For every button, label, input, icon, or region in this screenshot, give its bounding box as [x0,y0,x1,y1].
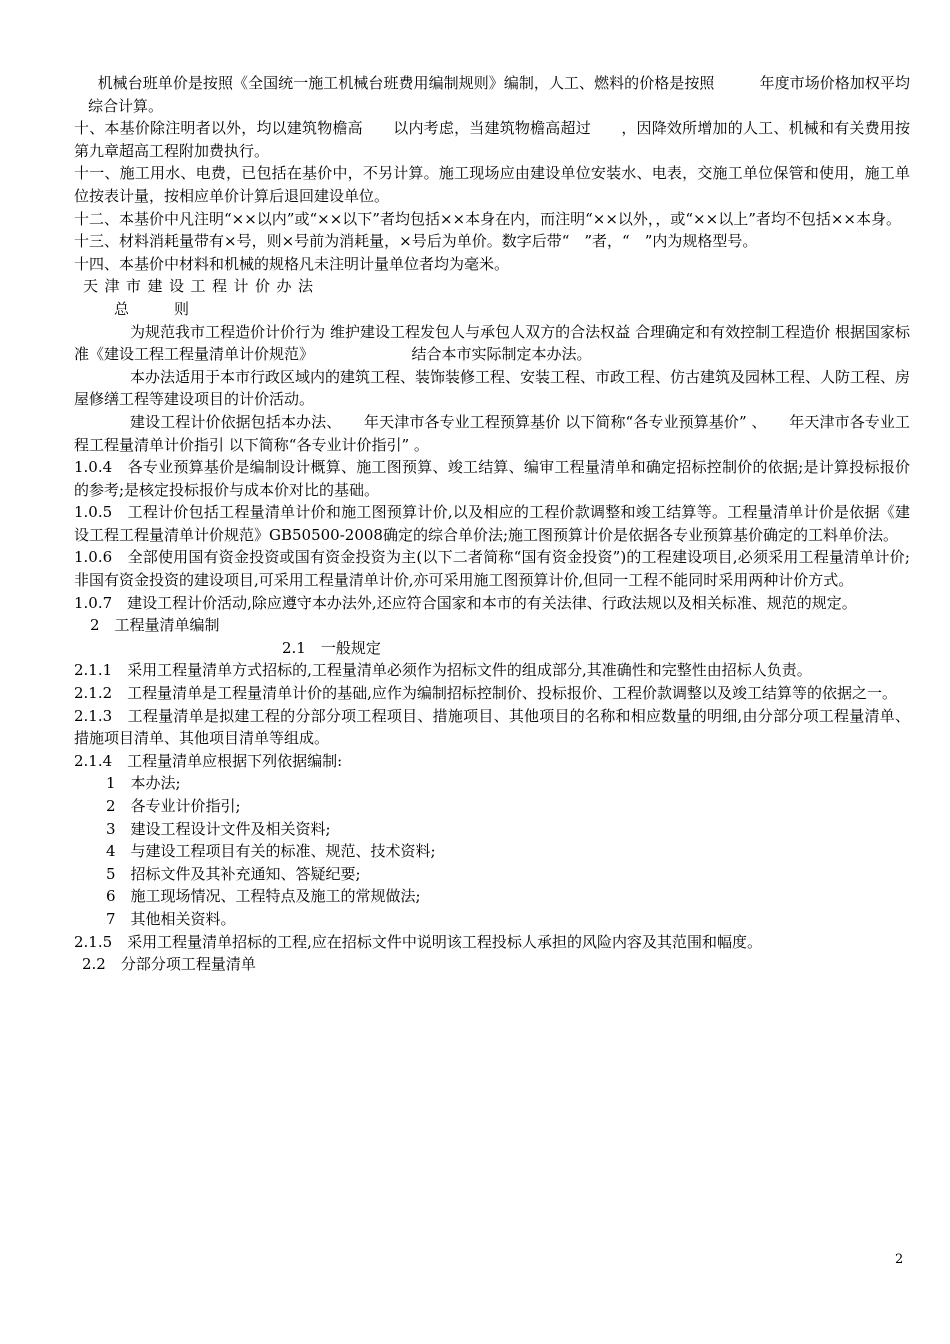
clause-2-1-1: 2.1.1 采用工程量清单方式招标的,工程量清单必须作为招标文件的组成部分,其准确性和完整性由招标人负责。 [74,661,812,680]
clause-1-0-4: 1.0.4 各专业预算基价是编制设计概算、施工图预算、竣工结算、编审工程量清单和确定招标控制价的依据;是计算投标报价的参考;是核定投标报价与成本价对比的基础。 [74,458,910,499]
paragraph-machine-shift-price: 机械台班单价是按照《全国统一施工机械台班费用编制规则》编制，人工、燃料的价格是按照 年度市场价格加权平均综合计算。 [88,74,910,115]
clause-2-1-4: 2.1.4 工程量清单应根据下列依据编制: [74,751,343,770]
section-heading-2: 2 工程量清单编制 [90,616,220,635]
paragraph-scope: 本办法适用于本市行政区域内的建筑工程、装饰装修工程、安装工程、市政工程、仿古建筑及园林工程、人防工程、房屋修缮工程等建设项目的计价活动。 [74,367,911,409]
clause-2-1-2: 2.1.2 工程量清单是工程量清单计价的基础,应作为编制招标控制价、投标报价、工程价款调整以及竣工结算等的依据之一。 [74,684,897,703]
paragraph-eleven: 十一、施工用水、电费，已包括在基价中，不另计算。施工现场应由建设单位安装水、电表，交施工单位保管和使用，施工单位按表计量，按相应单价计算后退回建设单位。 [74,164,910,205]
paragraph-fourteen: 十四、本基价中材料和机械的规格凡未注明计量单位者均为毫米。 [74,254,510,273]
list-item: 6 施工现场情况、工程特点及施工的常规做法; [106,887,421,906]
list-item: 7 其他相关资料。 [106,909,236,928]
clause-2-1-3: 2.1.3 工程量清单是拟建工程的分部分项工程项目、措施项目、其他项目的名称和相应数量的明细,由分部分项工程量清单、措施项目清单、其他项目清单等组成。 [74,706,910,748]
clause-1-0-6: 1.0.6 全部使用国有资金投资或国有资金投资为主(以下二者简称“国有资金投资”)的工程建设项目,必须采用工程量清单计价;非国有资金投资的建设项目,可采用工程量清单计价,亦可采用施工图预算计价,但同一工程不能同时采用两种计价方式。 [74,548,910,590]
list-item: 3 建设工程设计文件及相关资料; [106,819,331,838]
page-number: 2 [895,1252,904,1267]
document-title: 天津市建设工程计价办法 [83,277,320,296]
paragraph-ten: 十、本基价除注明者以外，均以建筑物檐高 以内考虑，当建筑物檐高超过 ，因降效所增加的人工、机械和有关费用按第九章超高工程附加费执行。 [74,119,910,160]
clause-1-0-7: 1.0.7 建设工程计价活动,除应遵守本办法外,还应符合国家和本市的有关法律、行政法规以及相关标准、规范的规定。 [74,593,857,612]
clause-1-0-5: 1.0.5 工程计价包括工程量清单计价和施工图预算计价,以及相应的工程价款调整和竣工结算等。工程量清单计价是依据《建设工程工程量清单计价规范》GB50500-2008确定的综合单价法;施工图预算计价是依据各专业预算基价确定的工料单价法。 [74,503,910,544]
list-item: 1 本办法; [106,774,181,793]
chapter-heading-general: 总 则 [114,299,190,318]
list-item: 5 招标文件及其补充通知、答疑纪要; [106,864,361,883]
paragraph-basis: 建设工程计价依据包括本办法、 年天津市各专业工程预算基价 以下简称“各专业预算基价” 、 年天津市各专业工程工程量清单计价指引 以下简称“各专业计价指引” 。 [74,412,910,454]
paragraph-thirteen: 十三、材料消耗量带有×号，则×号前为消耗量，×号后为单价。数字后带“ ”者，“ ”内为规格型号。 [74,232,758,251]
list-item: 4 与建设工程项目有关的标准、规范、技术资料; [106,842,436,861]
paragraph-twelve: 十二、本基价中凡注明“××以内”或“××以下”者均包括××本身在内，而注明“××以外，，或“××以上”者均不包括××本身。 [74,209,902,228]
section-heading-2-1: 2.1 一般规定 [282,638,381,657]
document-body [74,72,910,976]
clause-2-1-5: 2.1.5 采用工程量清单招标的工程,应在招标文件中说明该工程投标人承担的风险内容及其范围和幅度。 [74,932,762,951]
paragraph-purpose: 为规范我市工程造价计价行为 维护建设工程发包人与承包人双方的合法权益 合理确定和有效控制工程造价 根据国家标准《建设工程工程量清单计价规范》 结合本市实际制定本办法。 [74,322,910,364]
list-item: 2 各专业计价指引; [106,797,241,815]
section-heading-2-2: 2.2 分部分项工程量清单 [82,955,256,974]
